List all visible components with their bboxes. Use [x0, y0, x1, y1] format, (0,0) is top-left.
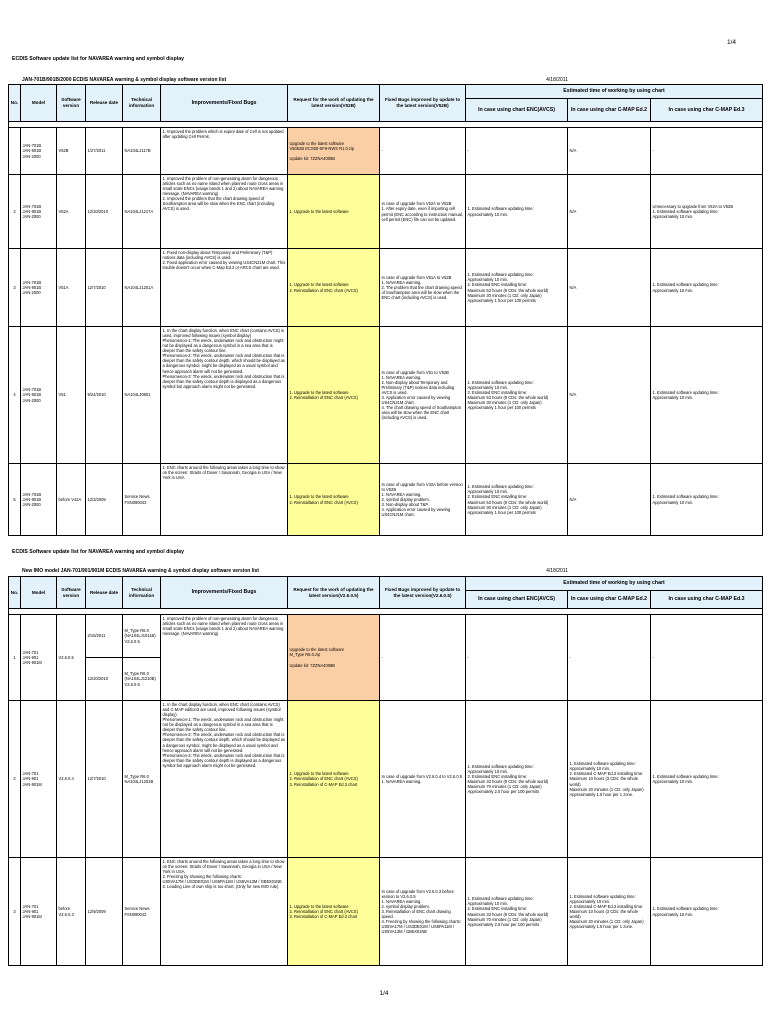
cell-no: [9, 128, 21, 175]
cell-release: 12/9/2009: [86, 858, 123, 966]
cell-improvements: 1. Improved the problem of non-generating alarm for dangerous articles such as no name island when planned route cross areas in small scale ENCs (usage bands 1 and 2) about NAVAREA warning message. (NAVAREA warning): [161, 615, 288, 701]
cell-request: Upgrade to the latest software M_Type R6.0.zip Update kit: 7ZZNA4008B: [288, 615, 380, 701]
cell-software: V51A: [57, 249, 86, 327]
cell-tech: M_Type R6.0 (NA104LJ1210B) V2.6.0.5: [123, 658, 161, 701]
header-estimated: Estimated time of working by using chart: [466, 85, 763, 99]
header-no: No.: [9, 85, 21, 122]
cell-fixed: In case of upgrade from V51 to V52B 1. NAVAREA warning. 2. Non-display about Temporary and Preliminary (T&P) notices data including AVCS is used. 3. Application error caused by viewing US4CN21M chart. 4. The chart drawing speed of Southampton area will be slow when the ENC chart (including AVCS) is used.: [380, 327, 466, 464]
cell-fixed: -: [380, 128, 466, 175]
cell-model: JAN-701 JAN-901 JAN-901M: [21, 615, 57, 701]
cell-model: JAN-701 JAN-901 JAN-901M: [21, 858, 57, 966]
table-row: [9, 858, 763, 966]
cell-cmap3: -: [651, 128, 763, 175]
cell-cmap2: N/A: [568, 464, 651, 536]
header-tech: Technical information: [123, 85, 161, 122]
cell-improvements: 1. Improved the problem of non-generating alarm for dangerous articles such as no name island when planned route cross areas in small scale ENCs (usage bands 1 and 2) about NAVAREA warning message. (NAVAREA warning) 2. Improved the problem that the chart drawing speed of Southampton area will be slow when the ENC chart (including AVCS) is used.: [161, 175, 288, 249]
cell-software: V52A: [57, 175, 86, 249]
cell-release: 1/27/2011: [86, 128, 123, 175]
cell-improvements: 1. In the chart display function, when ENC chart (contains AVCS) is used, improved following issues (symbol display) Phenomenon-1: The wreck, underwater rock and obstruction might not be displayed as a dangerous symbol in a sea area that is deeper than the safety contour line. Phenomenon-2: The wreck, underwater rock and obstruction that is deeper than the safety contour depth, which should be displayed as a dangerous symbol, might be displayed as a usual symbol and hence approach alarm will not be generated. Phenomenon-3: The wreck, underwater rock and obstruction that is deeper than the safety contour depth is displayed as a dangerous symbol but approach alarm might not be generated.: [161, 327, 288, 464]
cell-request: 1. Upgrade to the latest software 2. Reinstallation of ENC chart (AVCS) 3. Reinstallation of C-MAP Ed.3 chart: [288, 701, 380, 858]
table-row: [9, 615, 763, 658]
cell-software: V51: [57, 327, 86, 464]
cell-model: JAN-701B JAN-901B JAN-2000: [21, 249, 57, 327]
cell-request: 1. Upgrade to the latest software 2. Reinstallation of ENC chart (AVCS): [288, 464, 380, 536]
cell-cmap3: 1. Estimated software updating time: Approximately 10 min.: [651, 327, 763, 464]
header-model: Model: [21, 577, 57, 609]
cell-fixed: In case of upgrade from V42A before version to V52B 1. NAVAREA warning. 2. symbol display problem. 3. Non-display about T&P. 4. Application error caused by viewing US4CN21M chart.: [380, 464, 466, 536]
cell-release: 12/7/2010: [86, 249, 123, 327]
cell-cmap3: Unnecessary to upgrade from V52A to V52B 1. Estimated software updating time: Approximately 10 min.: [651, 175, 763, 249]
header-improvements: Improvements/Fixed Bugs: [161, 577, 288, 609]
page-number-top: 1/4: [726, 39, 736, 46]
cell-model: JAN-701B JAN-901B JAN-2000: [21, 327, 57, 464]
cell-cmap2: -: [568, 615, 651, 701]
cell-software: before V42A: [57, 464, 86, 536]
cell-model: JAN-701 JAN-901 JAN-901M: [21, 701, 57, 858]
cell-fixed: In case of upgrade from V51A to V52B 1. NAVAREA warning. 2. The problem that the chart drawing speed of Southampton area will be slow when the ENC chart (including AVCS) is used.: [380, 249, 466, 327]
header-model: Model: [21, 85, 57, 122]
header-software: Software version: [57, 85, 86, 122]
header-enc: In case using chart ENC(AVCS): [466, 591, 568, 609]
cell-no: 3: [9, 858, 21, 966]
header-request: Request for the work of updating the latest version(V2.6.0.5): [288, 577, 380, 609]
cell-release: 12/20/2010: [86, 175, 123, 249]
cell-request: 1. Upgrade to the latest software 2. Reinstallation of ENC chart (AVCS): [288, 249, 380, 327]
cell-cmap2: N/A: [568, 327, 651, 464]
cell-no: 1: [9, 615, 21, 701]
cell-cmap3: 1. Estimated software updating time: Approximately 10 min.: [651, 701, 763, 858]
cell-cmap2: 1. Estimated software updating time: Approximately 10 min. 2. Estimated C-MAP Ed.3 installing time: Maximum 10 hours (3 CDs: the whole world) Maximum 20 minutes (1 CD: only Japan) Approximately 1.5 hour per 1 zone.: [568, 858, 651, 966]
cell-software: V2.6.0.5: [57, 615, 86, 701]
cell-tech: Service News FSN090043: [123, 464, 161, 536]
cell-software: V2.6.0.4: [57, 701, 86, 858]
header-request: Request for the work of updating the latest version(V52B): [288, 85, 380, 122]
cell-cmap2: N/A: [568, 128, 651, 175]
cell-no: 2: [9, 175, 21, 249]
header-no: No.: [9, 577, 21, 609]
header-fixed: Fixed Bugs improved by update to the latest version(V52B): [380, 85, 466, 122]
cell-improvements: 1. Fixed non-display about Temporary and Preliminary (T&P) notices data (including AVCS) is used. 2. Fixed application error caused by viewing US4CN21M chart. This trouble doesn't occur when C-Map Ed.3 or ARCS chart are used.: [161, 249, 288, 327]
cell-request: Upgrade to the latest software V5052B ECS50-SF9-NWS R1.0.zip Update kit: 7ZZNA4005B: [288, 128, 380, 175]
section1-title: ECDIS Software update list for NAVAREA warning and symbol display: [12, 56, 184, 62]
cell-tech: NA104LJ117B: [123, 128, 161, 175]
cell-tech: M_Type R6.0 NA104LJ1201B: [123, 701, 161, 858]
cell-enc: 1. Estimated software updating time: Approximately 10 min. 2. Estimated ENC installing time: Maximum 33 hours (9 CDs: the whole world) Maximum 70 minutes (1 CD: only Japan) Approximately 2.5 hour per 100 permits: [466, 701, 568, 858]
cell-cmap2: N/A: [568, 175, 651, 249]
cell-no: 3: [9, 249, 21, 327]
cell-enc: 1. Estimated software updating time: Approximately 10 min. 2. Estimated ENC installing time: Maximum 53 hours (9 CDs: the whole world) Maximum 30 minutes (1 CD: only Japan) Approximately 1 hour per 100 permits: [466, 464, 568, 536]
cell-request: 1. Upgrade to the latest software 2. Reinstallation of ENC chart (AVCS) 3. Reinstallation of C-MAP Ed.3 chart: [288, 858, 380, 966]
cell-model: JAN-701B JAN-901B JAN-2000: [21, 464, 57, 536]
cell-release: 12/20/2010: [86, 658, 123, 701]
header-fixed: Fixed Bugs improved by update to the latest version(V2.6.0.5): [380, 577, 466, 609]
header-release: Release date: [86, 85, 123, 122]
table-row: [9, 327, 763, 464]
cell-tech: Service News FSN090042: [123, 858, 161, 966]
cell-release: 12/7/2010: [86, 701, 123, 858]
header-improvements: Improvements/Fixed Bugs: [161, 85, 288, 122]
table-row: [9, 701, 763, 858]
cell-no: 2: [9, 701, 21, 858]
cell-fixed: In case of upgrade from V52A to V52B 1. After expiry date, even if importing cell permit (ENC according to instruction manual, cell permit (ENC) file can not be updated.: [380, 175, 466, 249]
section1-table: [8, 84, 763, 536]
section1-subtitle: JAN-701B/901B/2000 ECDIS NAVAREA warning & symbol display software version list: [22, 77, 227, 83]
header-cmap3: In case using char C-MAP Ed.3: [651, 99, 763, 122]
cell-enc: 1. Estimated software updating time: Approximately 10 min. 2. Estimated ENC installing time: Maximum 33 hours (9 CDs: the whole world) Maximum 70 minutes (1 CD: only Japan) Approximately 2.5 hour per 100 permits: [466, 858, 568, 966]
header-software: Software version: [57, 577, 86, 609]
cell-enc: -: [466, 128, 568, 175]
table-row: [9, 128, 763, 175]
cell-enc: 1. Estimated software updating time: Approximately 10 min. 2. Estimated ENC installing time: Maximum 53 hours (9 CDs: the whole world) Maximum 30 minutes (1 CD: only Japan) Approximately 1 hour per 100 permits: [466, 249, 568, 327]
cell-improvements: 1. ENC charts around the following areas takes a long time to show on the screen: Straits of Dover / Savannah, Georgia in USA / New York in USA: [161, 464, 288, 536]
section2-table: [8, 576, 763, 966]
cell-cmap2: 1. Estimated software updating time: Approximately 10 min. 2. Estimated C-MAP Ed.3 installing time: Maximum 10 hours (3 CDs: the whole world) Maximum 20 minutes (1 CD: only Japan) Approximately 1.5 hour per 1 zone.: [568, 701, 651, 858]
cell-fixed: -: [380, 615, 466, 701]
cell-enc: -: [466, 615, 568, 701]
cell-improvements: 1. ENC charts around the following areas takes a long time to show on the screen: Straits of Dover / Savannah, Georgia in USA / New York in USA. 2. Freezing by showing the following charts: US5VA17M / US3DE01M / US5PA11M / US5VA13M / GB5X01NE 3. Leading Line of own ship is too short. (Only for new IMO rule): [161, 858, 288, 966]
page-number-bottom: 1/4: [379, 990, 389, 997]
header-cmap3: In case using char C-MAP Ed.3: [651, 591, 763, 609]
cell-no: 5: [9, 464, 21, 536]
cell-enc: 1. Estimated software updating time: Approximately 10 min.: [466, 175, 568, 249]
cell-cmap3: -: [651, 615, 763, 701]
cell-release: 12/3/2009: [86, 464, 123, 536]
cell-no: 4: [9, 327, 21, 464]
cell-cmap3: 1. Estimated software updating time: Approximately 10 min.: [651, 249, 763, 327]
header-cmap2: In case using char C-MAP Ed.2: [568, 99, 651, 122]
cell-release: 2/15/2011: [86, 615, 123, 658]
header-enc: In case using chart ENC(AVCS): [466, 99, 568, 122]
table-row: [9, 464, 763, 536]
section2-title: ECDIS Software update list for NAVAREA warning and symbol display: [12, 549, 184, 555]
table-row: [9, 175, 763, 249]
cell-fixed: In case of upgrade from V2.6.0.3 before version to V2.6.0.5 1. NAVAREA warning. 2. symbol display problem. 3. Reinstallation of ENC chart drawing speed. 4. Freezing by showing the following charts: US5VA17M / US3DE01M / US5PA11M / US5VA13M / GB5X01NE: [380, 858, 466, 966]
cell-tech: NA104LJ1201A: [123, 249, 161, 327]
cell-release: 9/24/2010: [86, 327, 123, 464]
header-estimated: Estimated time of working by using chart: [466, 577, 763, 591]
cell-cmap3: 1. Estimated software updating time: Approximately 10 min.: [651, 464, 763, 536]
cell-tech: NA104LJ1217A: [123, 175, 161, 249]
header-release: Release date: [86, 577, 123, 609]
cell-model: JAN-701B JAN-901B JAN-2000: [21, 128, 57, 175]
cell-request: 1. Upgrade to the latest software 2. Reinstallation of ENC chart (AVCS): [288, 327, 380, 464]
table-row: [9, 249, 763, 327]
cell-software: V52B: [57, 128, 86, 175]
cell-improvements: 1. Improved the problem which is expire date of Cell is not updated after updating Cell Permit.: [161, 128, 288, 175]
cell-tech: NA104LJ0801: [123, 327, 161, 464]
cell-fixed: In case of upgrade from V2.6.0.4 to V2.6.0.5 1. NAVAREA warning.: [380, 701, 466, 858]
cell-improvements: 1. In the chart display function, when ENC chart (contains AVCS) and C-MAP edition3 are used, improved following issues (symbol display) Phenomenon-1: The wreck, underwater rock and obstruction might not be displayed as a dangerous symbol in a sea area that is deeper than the safety contour line. Phenomenon-2: The wreck, underwater rock and obstruction that is deeper than the safety contour depth, which should be displayed as a dangerous symbol, might be displayed as a usual symbol and hence approach alarm will not be generated. Phenomenon-3: The wreck, underwater rock and obstruction that is deeper than the safety contour depth is displayed as a dangerous symbol but approach alarm might not be generated.: [161, 701, 288, 858]
header-cmap2: In case using char C-MAP Ed.2: [568, 591, 651, 609]
section2-date: 4/18/2011: [546, 568, 568, 574]
cell-software: before V2.6.0.3: [57, 858, 86, 966]
cell-cmap3: 1. Estimated software updating time: Approximately 10 min.: [651, 858, 763, 966]
cell-cmap2: N/A: [568, 249, 651, 327]
header-tech: Technical information: [123, 577, 161, 609]
cell-tech: M_Type R6.0 (NA104LJ1011B) V2.6.0.5: [123, 615, 161, 658]
cell-model: JAN-701B JAN-901B JAN-2000: [21, 175, 57, 249]
cell-enc: 1. Estimated software updating time: Approximately 10 min. 2. Estimated ENC installing time: Maximum 53 hours (9 CDs: the whole world) Maximum 30 minutes (1 CD: only Japan) Approximately 1 hour per 100 permits: [466, 327, 568, 464]
cell-request: 1. Upgrade to the latest software: [288, 175, 380, 249]
section2-subtitle: New IMO model JAN-701/901/901M ECDIS NAVAREA warning & symbol display software version list: [22, 568, 259, 574]
section1-date: 4/18/2011: [546, 77, 568, 83]
